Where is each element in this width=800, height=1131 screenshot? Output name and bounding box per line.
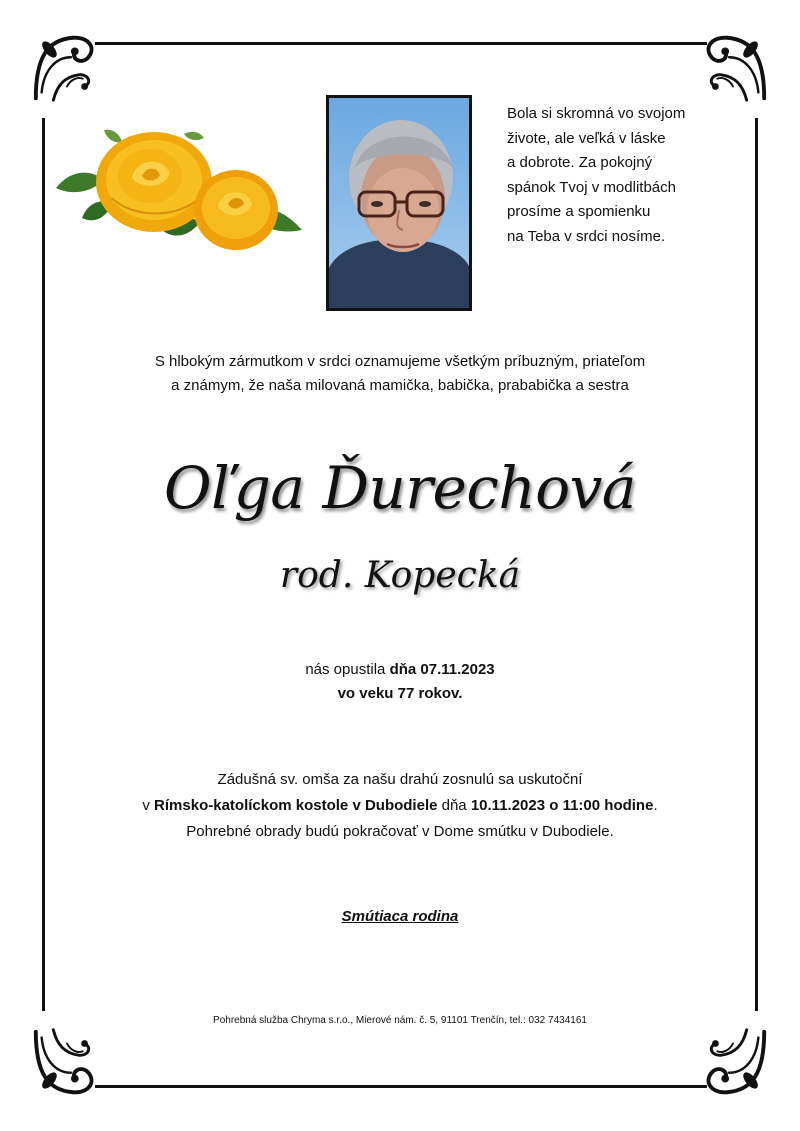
intro-line-2: a známym, že naša milovaná mamička, babička, prababička a sestra bbox=[171, 377, 629, 394]
poem-line: spánok Tvoj v modlitbách bbox=[507, 178, 676, 196]
portrait-photo bbox=[326, 95, 472, 311]
deceased-name: Oľga Ďurechová bbox=[164, 454, 636, 522]
death-info bbox=[0, 658, 800, 706]
corner-ornament-bottom-left bbox=[28, 1024, 106, 1102]
corner-ornament-top-left bbox=[28, 28, 106, 106]
poem-line: Bola si skromná vo svojom bbox=[507, 105, 686, 122]
family-signature: Smútiaca rodina bbox=[341, 908, 459, 925]
funeral-line-3: Pohrebné obrady budú pokračovať v Dome smútku v Dubodiele. bbox=[186, 823, 614, 840]
poem-line: živote, ale veľká v láske bbox=[507, 129, 666, 147]
funeral-datetime: 10.11.2023 o 11:00 hodine bbox=[470, 797, 654, 814]
funeral-mid: dňa bbox=[437, 797, 471, 814]
death-date: dňa 07.11.2023 bbox=[389, 661, 495, 678]
funeral-line-1: Zádušná sv. omša za našu drahú zosnulú sa uskutoční bbox=[217, 771, 583, 788]
poem-line: prosíme a spomienku bbox=[507, 203, 651, 220]
announcement-intro bbox=[60, 350, 740, 398]
corner-ornament-top-right bbox=[694, 28, 772, 106]
funeral-info bbox=[0, 767, 800, 845]
rose-right bbox=[194, 170, 278, 250]
poem-line: na Teba v srdci nosíme. bbox=[507, 227, 666, 245]
funeral-prefix: v bbox=[142, 797, 155, 814]
corner-ornament-bottom-right bbox=[694, 1024, 772, 1102]
age-text: vo veku 77 rokov. bbox=[337, 685, 463, 702]
funeral-line-2 bbox=[0, 793, 800, 819]
maiden-name: rod. Kopecká bbox=[279, 555, 521, 596]
funeral-end: . bbox=[653, 797, 658, 814]
intro-line-1: S hlbokým zármutkom v srdci oznamujeme všetkým príbuzným, priateľom bbox=[154, 353, 646, 370]
frame-top-line bbox=[95, 42, 707, 45]
church-name: Rímsko-katolíckom kostole v Dubodiele bbox=[154, 797, 438, 814]
portrait-illustration bbox=[329, 98, 469, 308]
age-line bbox=[0, 682, 800, 706]
rose-left bbox=[96, 132, 212, 232]
frame-bottom-line bbox=[95, 1085, 707, 1088]
death-prefix: nás opustila bbox=[305, 661, 390, 678]
poem-line: a dobrote. Za pokojný bbox=[507, 154, 653, 171]
yellow-roses-image bbox=[52, 118, 312, 268]
death-date-line bbox=[0, 658, 800, 682]
memorial-poem bbox=[507, 102, 727, 249]
funeral-service-footer: Pohrebná služba Chryma s.r.o., Mierové nám. č. 5, 91101 Trenčín, tel.: 032 7434161 bbox=[213, 1015, 587, 1026]
